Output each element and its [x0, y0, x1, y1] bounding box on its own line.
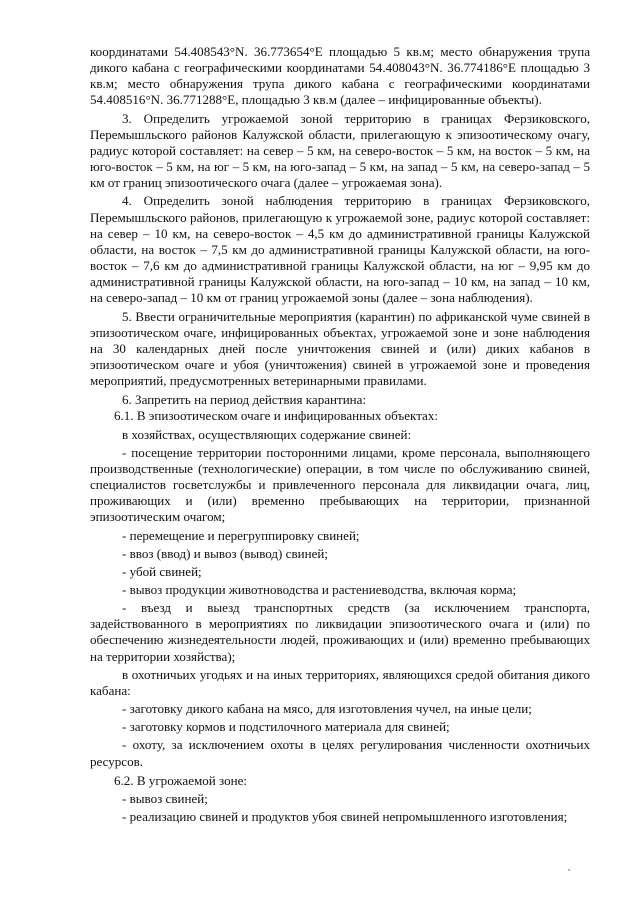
list-item-import-export: - ввоз (ввод) и вывоз (вывод) свиней;	[122, 545, 328, 561]
list-item-products: - вывоз продукции животноводства и растениеводства, включая корма;	[122, 582, 517, 597]
paragraph-quarantine: 5. Ввести ограничительные мероприятия (карантин) по африканской чуме свиней в эпизоотическом очаге, инфицированных объектах, угрожаемой зоне и зоне наблюдения на 30 календарных дней после уничтожения свиней и (или) диких кабанов в эпизоотическом очаге и убоя (уничтожения) свиней в угрожаемой зоне и проведения мероприятий, предусмотренных ветеринарными правилами.	[90, 308, 590, 389]
document-page	[90, 44, 590, 825]
paragraph-prohibitions-heading: 6. Запретить на период действия карантина:	[122, 392, 367, 408]
list-item-wild-boar-harvest: - заготовку дикого кабана на мясо, для изготовления чучел, на иные цели;	[122, 701, 532, 717]
scan-speck	[568, 869, 570, 871]
paragraph-section-6-1: 6.1. В эпизоотическом очаге и инфицированных объектах:	[114, 408, 438, 424]
list-item-pig-export: - вывоз свиней;	[122, 790, 208, 806]
paragraph-section-6-2: 6.2. В угрожаемой зоне:	[114, 772, 248, 788]
list-item-pig-sales: - реализацию свиней и продуктов убоя свиней непромышленного изготовления;	[122, 809, 568, 825]
list-item-feed: - заготовку кормов и подстилочного материала для свиней;	[122, 719, 450, 735]
list-item-hunting: - охоту, за исключением охоты в целях регулирования численности охотничьих ресурсов.	[90, 737, 590, 769]
paragraph-infected-objects: координатами 54.408543°N. 36.773654°E площадью 5 кв.м; место обнаружения трупа дикого кабана с географическими координатами 54.408043°N. 36.774186°E площадью 3 кв.м; место обнаружения трупа дикого кабана с географическими координатами 54.408516°N. 36.771288°E, площадью 3 кв.м (далее – инфицированные объекты).	[90, 44, 590, 108]
list-item-slaughter: - убой свиней;	[122, 563, 202, 579]
list-item-vehicles: - въезд и выезд транспортных средств (за исключением транспорта, задействованного в мероприятиях по ликвидации эпизоотического очага и (или) по обеспечению жизнедеятельности людей, проживающих и (или) временно пребывающих на территории хозяйства);	[90, 600, 590, 664]
list-item-movement: - перемещение и перегруппировку свиней;	[122, 527, 360, 543]
paragraph-farms-heading: в хозяйствах, осуществляющих содержание свиней:	[122, 426, 412, 442]
paragraph-observation-zone: 4. Определить зоной наблюдения территорию в границах Ферзиковского, Перемышльского районов, прилегающую к угрожаемой зоне, радиус которой составляет: на север – 10 км, на северо-восток – 4,5 км до административной границы Калужской области, на восток – 7,5 км до административной границы Калужской области, на юго-восток – 7,6 км до административной границы Калужской области, на юг – 9,95 км до административной границы Калужской области, на юго-запад – 10 км, на запад – 10 км, на северо-запад – 10 км от границ угрожаемой зоны (далее – зона наблюдения).	[90, 193, 590, 306]
paragraph-hunting-grounds: в охотничьих угодьях и на иных территориях, являющихся средой обитания дикого кабана:	[90, 666, 590, 698]
list-item-visits: - посещение территории посторонними лицами, кроме персонала, выполняющего производственные (технологические) операции, в том числе по обслуживанию свиней, специалистов госветслужбы и привлеченного персонала для ликвидации очага, лиц, проживающих и (или) временно пребывающих на территории, признанной эпизоотическим очагом;	[90, 444, 590, 525]
paragraph-threatened-zone: 3. Определить угрожаемой зоной территорию в границах Ферзиковского, Перемышльского районов Калужской области, прилегающую к эпизоотическому очагу, радиус которой составляет: на север – 5 км, на северо-восток – 5 км, на восток – 5 км, на юго-восток – 5 км, на юг – 5 км, на юго-запад – 5 км, на запад – 5 км, на северо-запад – 5 км от границ эпизоотического очага (далее – угрожаемая зона).	[90, 110, 590, 191]
